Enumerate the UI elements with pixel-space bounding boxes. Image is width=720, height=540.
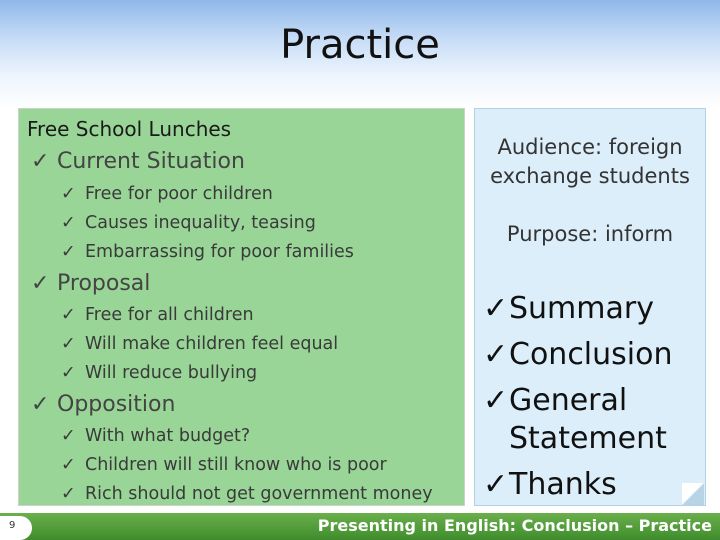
checkmark-icon: ✓ (483, 467, 509, 502)
checkmark-icon: ✓ (61, 455, 76, 475)
checkmark-icon: ✓ (61, 484, 76, 504)
list-item: ✓ Free for poor children (61, 184, 273, 204)
section-current-situation: ✓ Current Situation (31, 149, 245, 174)
right-note-panel (474, 108, 706, 506)
audience-line-1: Audience: foreign (497, 135, 683, 159)
audience-line-2: exchange students (490, 164, 690, 188)
list-item: ✓ Free for all children (61, 305, 254, 325)
page-fold-corner (682, 483, 704, 505)
checkmark-icon: ✓ (61, 242, 76, 262)
checkmark-icon: ✓ (61, 305, 76, 325)
list-item: ✓Conclusion (483, 337, 673, 372)
section-opposition: ✓ Opposition (31, 392, 176, 417)
list-item: ✓Thanks (483, 467, 617, 502)
checkmark-icon: ✓ (483, 291, 509, 326)
purpose-text: Purpose: inform (506, 222, 674, 246)
list-item: ✓ Embarrassing for poor families (61, 242, 354, 262)
list-item: ✓ With what budget? (61, 426, 251, 446)
list-item: ✓ Will make children feel equal (61, 334, 339, 354)
list-item-continuation: Statement (509, 421, 667, 456)
checkmark-icon: ✓ (31, 149, 50, 174)
footer-caption: Presenting in English: Conclusion – Practice (317, 516, 712, 535)
list-item: ✓ Will reduce bullying (61, 363, 258, 383)
topic-heading: Free School Lunches (27, 117, 232, 141)
slide-number: 9 (9, 520, 16, 531)
checkmark-icon: ✓ (483, 383, 509, 418)
list-item: ✓ Causes inequality, teasing (61, 213, 316, 233)
checkmark-icon: ✓ (61, 184, 76, 204)
checkmark-icon: ✓ (483, 337, 509, 372)
list-item: ✓ Rich should not get government money (61, 484, 433, 504)
list-item: ✓General (483, 383, 628, 418)
slide-title: Practice (280, 22, 440, 68)
slide-number-tab (0, 516, 32, 540)
left-content-panel (18, 108, 465, 506)
list-item: ✓ Children will still know who is poor (61, 455, 387, 475)
checkmark-icon: ✓ (61, 426, 76, 446)
list-item: ✓Summary (483, 291, 654, 326)
section-proposal: ✓ Proposal (31, 271, 151, 296)
checkmark-icon: ✓ (31, 271, 50, 296)
checkmark-icon: ✓ (61, 334, 76, 354)
checkmark-icon: ✓ (61, 363, 76, 383)
checkmark-icon: ✓ (31, 392, 50, 417)
checkmark-icon: ✓ (61, 213, 76, 233)
